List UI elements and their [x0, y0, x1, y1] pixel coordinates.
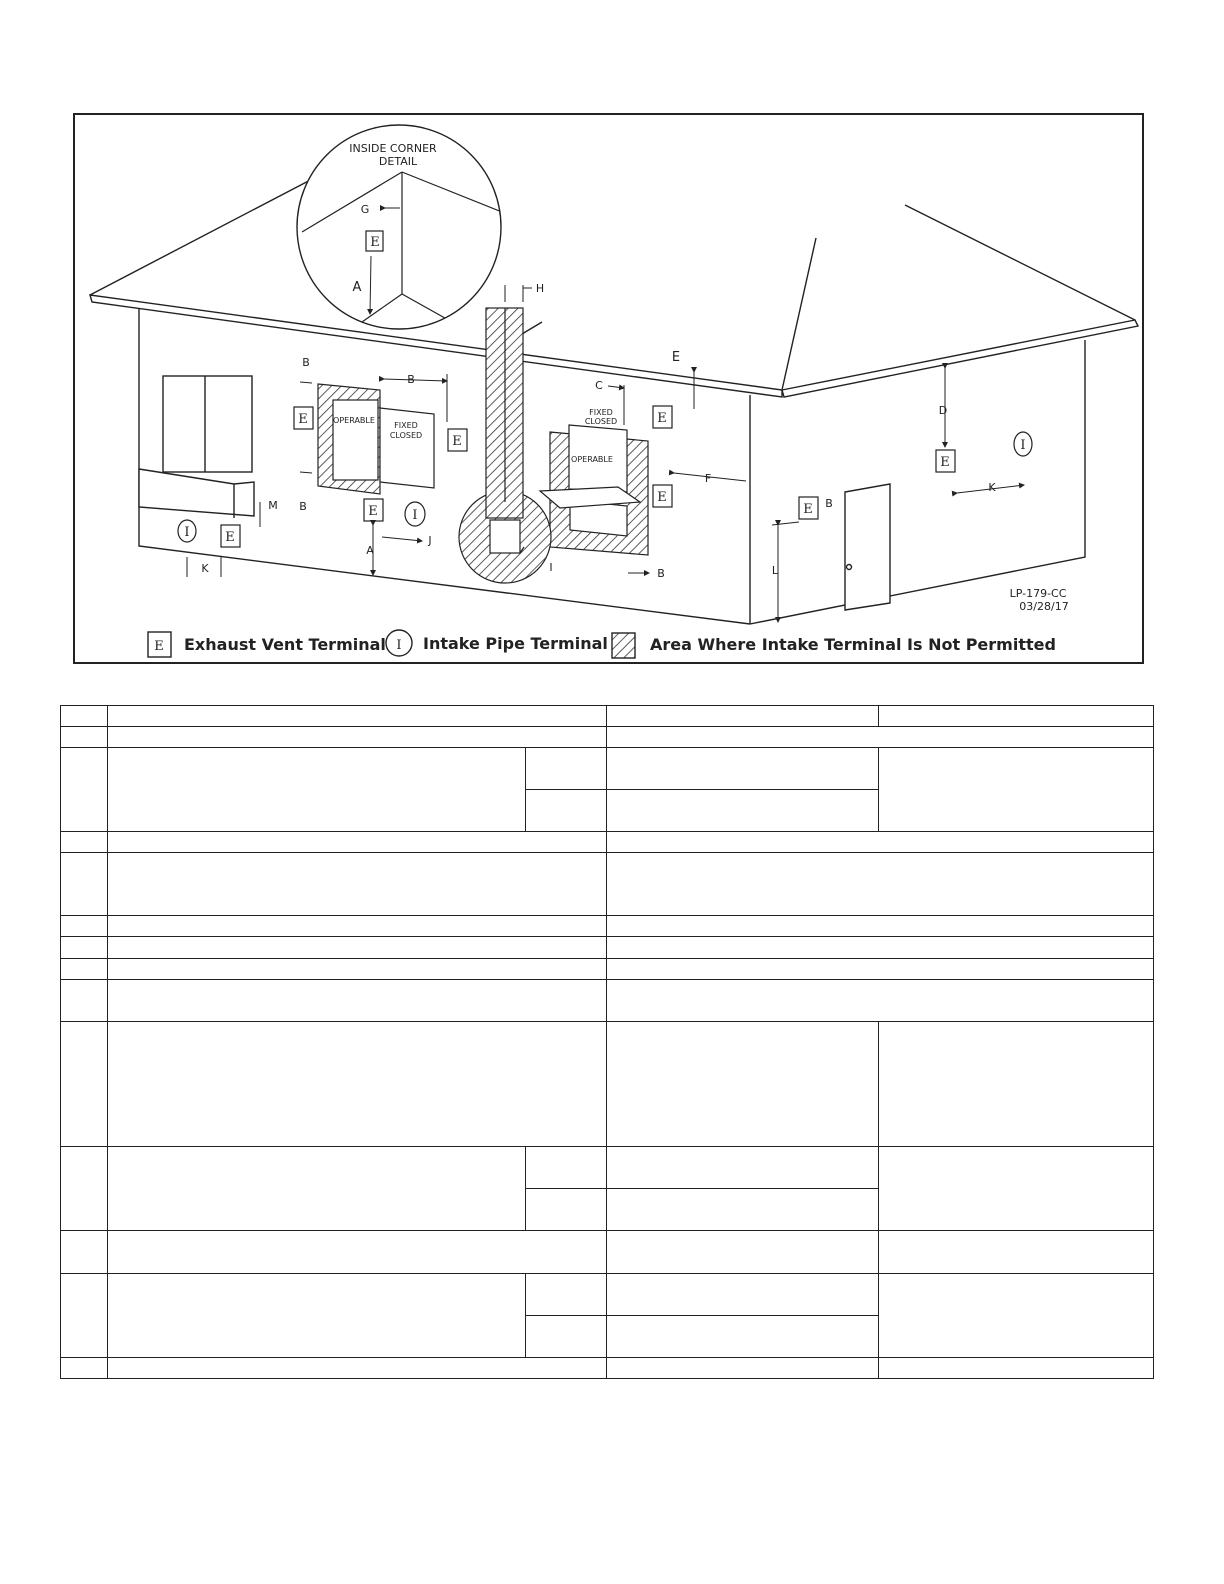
- table-row: [61, 915, 1154, 936]
- table-cell: [108, 1357, 607, 1378]
- table-cell: [108, 1022, 607, 1147]
- inset-exhaust-symbol: E: [370, 235, 380, 250]
- table-cell: [61, 852, 108, 915]
- table-cell: [607, 1273, 879, 1315]
- dim-l-ext: [772, 522, 799, 525]
- table-row: [61, 1146, 1154, 1188]
- table-cell: [108, 937, 607, 959]
- label-b-1: B: [302, 356, 310, 369]
- window-box: [139, 469, 254, 516]
- table-cell: [607, 980, 1154, 1022]
- table-cell: [108, 959, 607, 980]
- table-cell: [61, 1022, 108, 1147]
- table-cell: [526, 1315, 607, 1357]
- label-b-2: B: [407, 373, 415, 386]
- inset-title-line1: INSIDE CORNER: [349, 142, 437, 155]
- left-window-frame: [163, 376, 252, 472]
- legend-exhaust-text: Exhaust Vent Terminal: [184, 635, 386, 654]
- legend-exhaust-symbol: E: [154, 639, 164, 654]
- table-cell: [607, 1189, 879, 1231]
- legend: [148, 630, 1056, 658]
- dim-j: [382, 537, 422, 541]
- diagram-canvas: [75, 115, 1142, 662]
- table-cell: [879, 1231, 1154, 1273]
- window1-fixed-label-line1: FIXED: [394, 421, 418, 430]
- label-k-left: K: [201, 562, 209, 575]
- label-j: J: [428, 534, 432, 547]
- table-cell: [879, 1022, 1154, 1147]
- table-row: [61, 1022, 1154, 1147]
- label-a-inset: A: [352, 280, 362, 295]
- table-cell: [108, 727, 607, 748]
- table-cell: [879, 748, 1154, 831]
- table-row: [61, 748, 1154, 790]
- table-cell: [607, 727, 1154, 748]
- table-cell: [607, 959, 1154, 980]
- right-roof-hip-left: [782, 238, 816, 390]
- table-row: [61, 1231, 1154, 1273]
- window2-fixed-label-line1: FIXED: [589, 408, 613, 417]
- table-cell: [61, 937, 108, 959]
- drawing-date: 03/28/17: [1019, 600, 1069, 613]
- table-cell: [61, 1273, 108, 1357]
- dim-b-left-top: [300, 382, 312, 383]
- table-cell: [108, 1231, 607, 1273]
- window2-operable-label: OPERABLE: [571, 455, 613, 464]
- table-row: [61, 706, 1154, 727]
- table-cell: [108, 915, 607, 936]
- intake-symbol-2: I: [184, 525, 190, 540]
- table-cell: [61, 706, 108, 727]
- no-intake-zone-window-2: [540, 425, 648, 555]
- vent-terminal-clearance-diagram: [73, 113, 1144, 664]
- right-roof-ridge: [905, 205, 1135, 320]
- drawing-code: LP-179-CC: [1009, 587, 1067, 600]
- table-cell: [607, 1146, 879, 1188]
- table-cell: [61, 915, 108, 936]
- table-cell: [607, 915, 1154, 936]
- table-cell: [607, 790, 879, 831]
- table-cell: [61, 1146, 108, 1230]
- label-k-right: K: [988, 481, 996, 494]
- table-row: [61, 1273, 1154, 1315]
- table-cell: [61, 831, 108, 852]
- legend-intake-text: Intake Pipe Terminal: [423, 634, 608, 653]
- label-m: M: [268, 499, 278, 512]
- label-d: D: [938, 404, 948, 417]
- table-cell: [526, 748, 607, 790]
- label-i: I: [549, 561, 553, 574]
- label-h: H: [535, 282, 545, 295]
- legend-not-permitted-text: Area Where Intake Terminal Is Not Permitted: [650, 635, 1056, 654]
- table-row: [61, 831, 1154, 852]
- table-cell: [108, 706, 607, 727]
- table-cell: [879, 1357, 1154, 1378]
- table-row: [61, 980, 1154, 1022]
- legend-intake-symbol: I: [396, 638, 402, 653]
- table-cell: [108, 852, 607, 915]
- exhaust-symbol-4: E: [225, 530, 235, 545]
- window1-operable-label: OPERABLE: [333, 416, 375, 425]
- exhaust-symbol-1: E: [298, 412, 308, 427]
- label-l: L: [771, 564, 779, 577]
- table-cell: [607, 748, 879, 790]
- table-cell: [61, 727, 108, 748]
- table-cell: [61, 1357, 108, 1378]
- right-wall-outline: [750, 340, 1085, 624]
- table-cell: [61, 1231, 108, 1273]
- exhaust-symbol-3: E: [368, 504, 378, 519]
- table-row: [61, 852, 1154, 915]
- table-cell: [607, 1315, 879, 1357]
- label-g: G: [360, 203, 370, 216]
- intake-symbol-3: I: [1020, 438, 1026, 453]
- inside-corner-detail-inset: [297, 125, 502, 329]
- table-cell: [526, 1189, 607, 1231]
- table-cell: [108, 748, 526, 831]
- table-cell: [607, 706, 879, 727]
- table-cell: [526, 1146, 607, 1188]
- dim-b-left-bottom: [300, 472, 312, 473]
- label-e: E: [671, 350, 681, 365]
- label-f: F: [704, 472, 712, 485]
- exhaust-symbol-5: E: [657, 411, 667, 426]
- table-cell: [607, 1357, 879, 1378]
- table-cell: [61, 748, 108, 831]
- table-cell: [607, 1022, 879, 1147]
- label-b-4: B: [657, 567, 665, 580]
- window1-fixed-label-line2: CLOSED: [389, 431, 423, 440]
- legend-hatch-swatch: [612, 633, 635, 658]
- label-a: A: [366, 544, 374, 557]
- left-roof-ridge-right: [522, 322, 542, 334]
- exhaust-symbol-2: E: [452, 434, 462, 449]
- table-cell: [879, 706, 1154, 727]
- table-cell: [607, 937, 1154, 959]
- table-row: [61, 937, 1154, 959]
- table-cell: [607, 831, 1154, 852]
- door-frame: [845, 484, 890, 610]
- table-cell: [879, 1273, 1154, 1357]
- table-cell: [526, 790, 607, 831]
- table-cell: [108, 1146, 526, 1230]
- clearance-table: [60, 705, 1154, 1379]
- window2-fixed-label-line2: CLOSED: [584, 417, 618, 426]
- label-b-5: B: [825, 497, 833, 510]
- table-row: [61, 1357, 1154, 1378]
- table-row: [61, 959, 1154, 980]
- table-cell: [61, 980, 108, 1022]
- table-cell: [108, 1273, 526, 1357]
- label-c: C: [595, 379, 603, 392]
- dim-c: [608, 386, 624, 388]
- table-cell: [879, 1146, 1154, 1230]
- inset-title-line2: DETAIL: [378, 155, 418, 168]
- table-cell: [108, 980, 607, 1022]
- exhaust-symbol-8: E: [940, 455, 950, 470]
- exhaust-symbol-7: E: [803, 502, 813, 517]
- exhaust-symbol-6: E: [657, 490, 667, 505]
- label-b-3: B: [299, 500, 307, 513]
- table-cell: [526, 1273, 607, 1315]
- table-row: [61, 727, 1154, 748]
- dim-b-top: [384, 379, 447, 381]
- table-cell: [607, 852, 1154, 915]
- table-cell: [108, 831, 607, 852]
- intake-symbol-1: I: [412, 508, 418, 523]
- table-cell: [607, 1231, 879, 1273]
- table-cell: [61, 959, 108, 980]
